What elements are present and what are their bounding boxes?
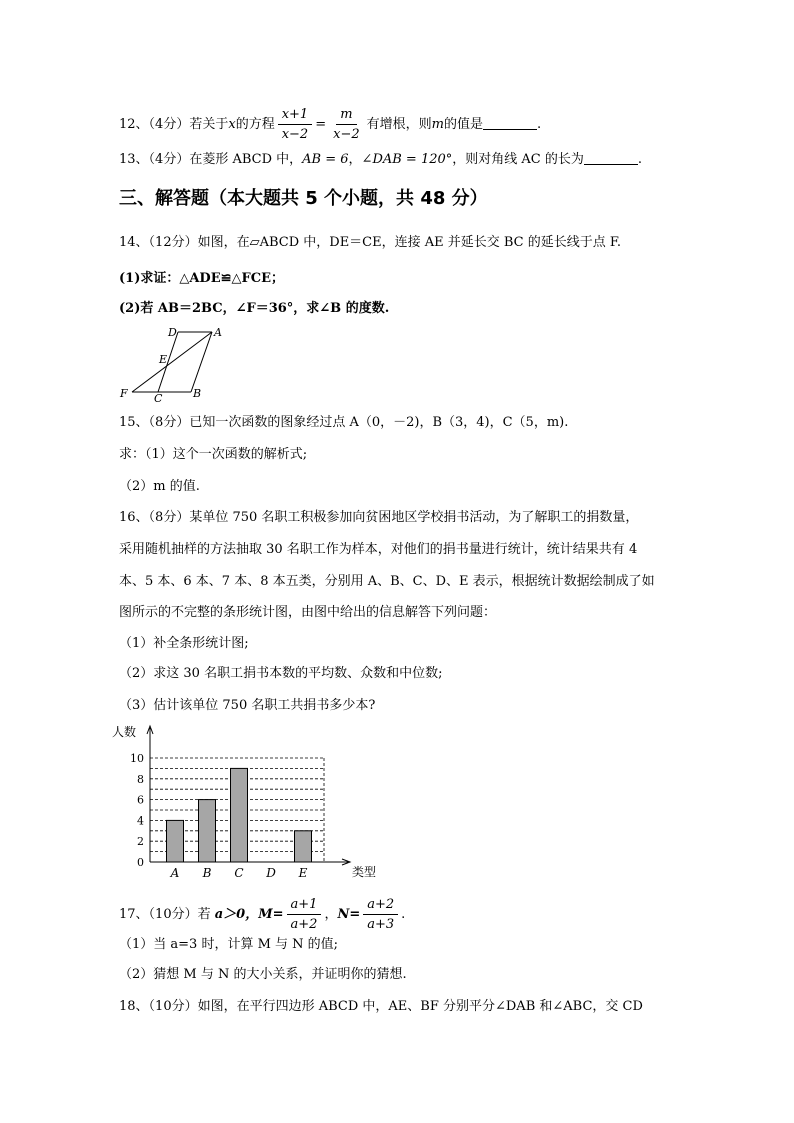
x-tick-label: D [266,866,276,880]
question-text: 的方程 [235,117,275,132]
denominator: x−2 [333,127,360,142]
x-tick-label: A [170,866,180,880]
question-text: 的值是 [443,117,483,132]
label-D: D [168,326,177,339]
y-tick-label: 4 [137,814,144,828]
condition: a＞0， [214,907,259,922]
numerator: x+1 [278,108,313,125]
segment-AB [191,332,212,392]
question-15-part-1: 求：（1）这个一次函数的解析式; [119,447,308,462]
math-expr: AB = 6 [302,152,349,167]
y-tick-label: 6 [137,793,144,807]
question-16-part-2: （2）求这 30 名职工捐书本数的平均数、众数和中位数; [119,666,443,681]
label-E: E [159,353,168,366]
denominator: a+2 [290,917,318,932]
label-F: F [120,387,128,400]
question-text: ，则对角线 AC 的长为 [452,152,584,167]
fraction [329,108,364,141]
y-tick-label: 2 [137,835,144,849]
bar-B [199,800,216,862]
y-axis-label: 人数 [112,725,137,739]
question-16-line-2: 采用随机抽样的方法抽取 30 名职工作为样本，对他们的捐书量进行统计，统计结果共有 4 [119,542,638,557]
period: . [637,152,643,167]
numerator: a+2 [363,898,398,915]
question-17-part-1: （1）当 a=3 时，计算 M 与 N 的值; [119,937,339,952]
question-number: 13、（4分） [119,152,190,167]
separator: ， [348,152,362,167]
math-var: x [228,117,236,132]
period: . [536,117,542,132]
question-16-line-1: 16、（8分）某单位 750 名职工积极参加向贫困地区学校捐书活动，为了解职工的捐数量， [119,510,639,525]
bar-chart [112,722,382,882]
m-label: M= [258,907,284,922]
x-tick-label: B [202,866,212,880]
y-tick-label: 10 [130,752,144,765]
question-number: 17、（10分）若 [119,907,211,922]
bar-A [167,820,184,862]
y-tick-label: 0 [137,856,144,869]
n-label: N= [337,907,361,922]
period: . [401,907,406,922]
question-16-line-4: 图所示的不完整的条形统计图，由图中给出的信息解答下列问题： [119,605,497,620]
label-A: A [214,326,222,339]
question-16-line-3: 本、5 本、6 本、7 本、8 本五类，分别用 A、B、C、D、E 表示，根据统计数据绘制成了如 [119,574,655,589]
question-15-part-2: （2）m 的值. [119,479,200,494]
separator: ， [324,907,338,922]
answer-blank [483,115,537,130]
bar-C [231,768,248,862]
fraction-N [363,898,398,931]
bar-E [295,831,312,862]
x-tick-label: E [298,866,308,880]
parallelogram-figure [112,322,224,402]
equals-sign: = [315,117,327,132]
math-expr: ∠DAB = 120° [361,152,453,167]
question-13 [119,150,642,169]
math-var: m [431,117,444,132]
numerator: a+1 [287,898,322,915]
question-text: 在菱形 ABCD 中， [189,152,303,167]
x-axis-label: 类型 [352,865,377,879]
question-16-part-3: （3）估计该单位 750 名职工共捐书多少本? [119,698,376,713]
section-heading [119,190,488,208]
y-tick-label: 8 [137,772,144,786]
question-text: 有增根，则 [366,117,432,132]
question-17 [119,898,405,931]
question-14-part-2: (2)若 AB＝2BC，∠F＝36°，求∠B 的度数. [119,301,390,316]
question-14-part-1: (1)求证：△ADE≌△FCE； [119,271,284,286]
question-14: 14、（12分）如图，在▱ABCD 中，DE＝CE，连接 AE 并延长交 BC 的延长线于点 F. [119,235,622,250]
question-18: 18、（10分）如图，在平行四边形 ABCD 中，AE、BF 分别平分∠DAB 和∠ABC，交 CD [119,999,643,1014]
question-16-part-1: （1）补全条形统计图; [119,636,249,651]
x-tick-label: C [234,866,244,880]
question-15: 15、（8分）已知一次函数的图象经过点 A（0，－2)，B（3，4)，C（5，m). [119,415,569,430]
question-number: 12、（4分） [119,117,190,132]
numerator: m [336,108,356,125]
question-17-part-2: （2）猜想 M 与 N 的大小关系，并证明你的猜想. [119,967,407,982]
section-title: 三、解答题（本大题共 5 个小题，共 48 分） [119,188,488,209]
answer-blank [584,150,638,165]
denominator: x−2 [281,127,309,142]
label-B: B [193,387,202,400]
label-C: C [154,392,163,402]
question-text: 若关于 [189,117,229,132]
fraction [278,108,313,141]
denominator: a+3 [367,917,395,932]
segment-AF [132,332,212,392]
question-12 [119,108,541,141]
fraction-M [287,898,322,931]
